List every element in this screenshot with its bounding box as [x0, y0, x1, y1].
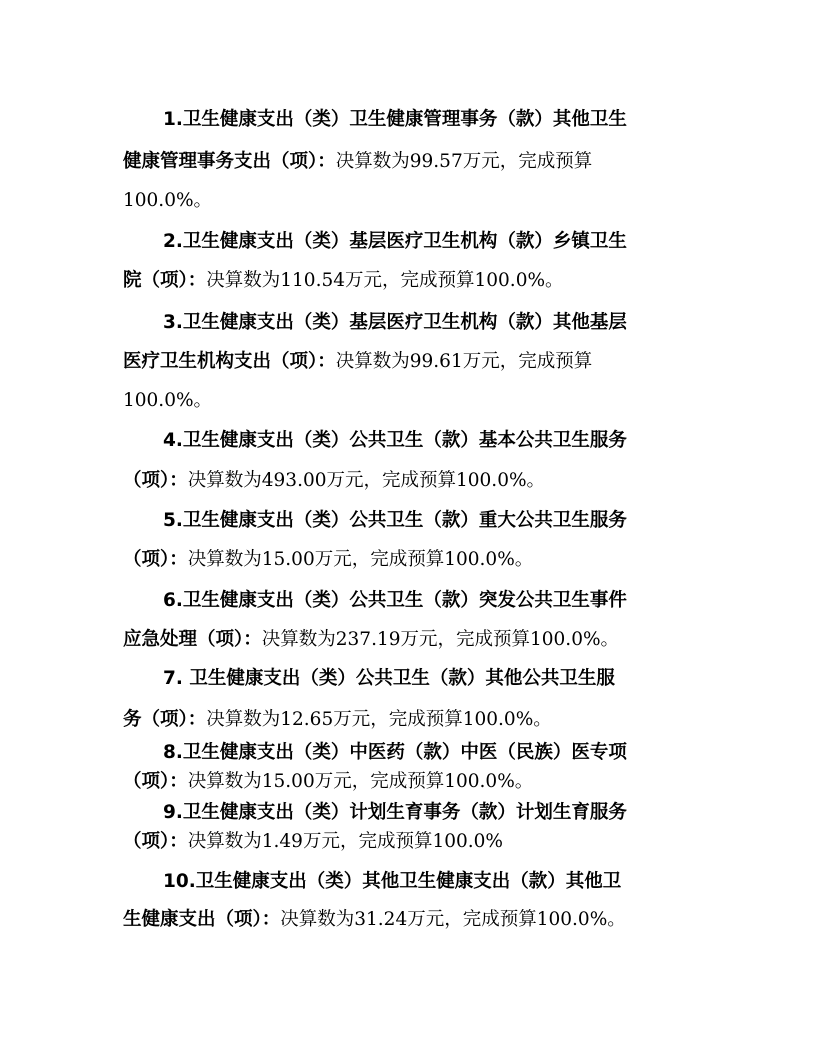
item-1-heading-cont: 健康管理事务支出（项）： [123, 151, 336, 172]
item-5-heading: 5.卫生健康支出（类）公共卫生（款）重大公共卫生服务 [163, 510, 627, 531]
item-3-heading-cont: 医疗卫生机构支出（项）： [123, 351, 336, 372]
item-10-line-2 [0, 908, 626, 932]
item-8-line-1 [0, 741, 627, 765]
item-8-heading-cont: （项）： [123, 771, 188, 792]
item-1-line-3 [0, 189, 212, 213]
item-3-heading: 3.卫生健康支出（类）基层医疗卫生机构（款）其他基层 [163, 312, 627, 333]
item-5-line-2 [0, 548, 533, 572]
item-9-line-2 [0, 830, 503, 854]
item-1-line-1 [0, 108, 627, 132]
item-2-heading-cont: 院（项）： [123, 270, 207, 291]
item-7-heading: 7. 卫生健康支出（类）公共卫生（款）其他公共卫生服 [163, 668, 615, 689]
item-6-value-text: 决算数为237.19万元，完成预算100.0%。 [261, 629, 620, 650]
item-1-heading: 1.卫生健康支出（类）卫生健康管理事务（款）其他卫生 [163, 109, 627, 130]
item-5-heading-cont: （项）： [123, 549, 188, 570]
item-7-line-1 [0, 667, 615, 691]
item-1-value-cont: 100.0%。 [123, 190, 213, 211]
item-3-line-2 [0, 350, 592, 374]
item-10-line-1 [0, 870, 621, 894]
item-6-line-1 [0, 589, 627, 613]
item-2-heading: 2.卫生健康支出（类）基层医疗卫生机构（款）乡镇卫生 [163, 231, 627, 252]
item-9-heading: 9.卫生健康支出（类）计划生育事务（款）计划生育服务 [163, 802, 627, 823]
item-9-heading-cont: （项）： [123, 831, 188, 852]
item-10-heading: 10.卫生健康支出（类）其他卫生健康支出（款）其他卫 [163, 871, 622, 892]
item-3-value-text: 决算数为99.61万元，完成预算 [335, 351, 593, 372]
item-6-heading: 6.卫生健康支出（类）公共卫生（款）突发公共卫生事件 [163, 590, 627, 611]
item-1-line-2 [0, 150, 592, 174]
item-8-line-2 [0, 770, 533, 794]
item-2-line-2 [0, 269, 564, 293]
item-7-value-text: 决算数为12.65万元，完成预算100.0%。 [206, 709, 552, 730]
item-4-heading-cont: （项）： [123, 470, 188, 491]
item-3-line-3 [0, 389, 212, 413]
item-4-heading: 4.卫生健康支出（类）公共卫生（款）基本公共卫生服务 [163, 430, 627, 451]
item-5-value-text: 决算数为15.00万元，完成预算100.0%。 [187, 549, 534, 570]
item-2-value-text: 决算数为110.54万元，完成预算100.0%。 [206, 270, 564, 291]
item-8-value-text: 决算数为15.00万元，完成预算100.0%。 [187, 771, 534, 792]
item-4-line-1 [0, 429, 627, 453]
item-9-value-text: 决算数为1.49万元，完成预算100.0% [187, 831, 503, 852]
item-9-line-1 [0, 801, 627, 825]
item-6-line-2 [0, 628, 619, 652]
item-4-line-2 [0, 469, 545, 493]
item-1-value-text: 决算数为99.57万元，完成预算 [335, 151, 593, 172]
item-4-value-text: 决算数为493.00万元，完成预算100.0%。 [187, 470, 546, 491]
item-5-line-1 [0, 509, 627, 533]
item-7-heading-cont: 务（项）： [123, 709, 207, 730]
item-3-value-cont: 100.0%。 [123, 390, 213, 411]
item-10-value-text: 决算数为31.24万元，完成预算100.0%。 [280, 909, 626, 930]
item-7-line-2 [0, 708, 552, 732]
item-2-line-1 [0, 230, 627, 254]
item-6-heading-cont: 应急处理（项）： [123, 629, 262, 650]
item-8-heading: 8.卫生健康支出（类）中医药（款）中医（民族）医专项 [163, 742, 627, 763]
item-3-line-1 [0, 311, 627, 335]
item-10-heading-cont: 生健康支出（项）： [123, 909, 281, 930]
